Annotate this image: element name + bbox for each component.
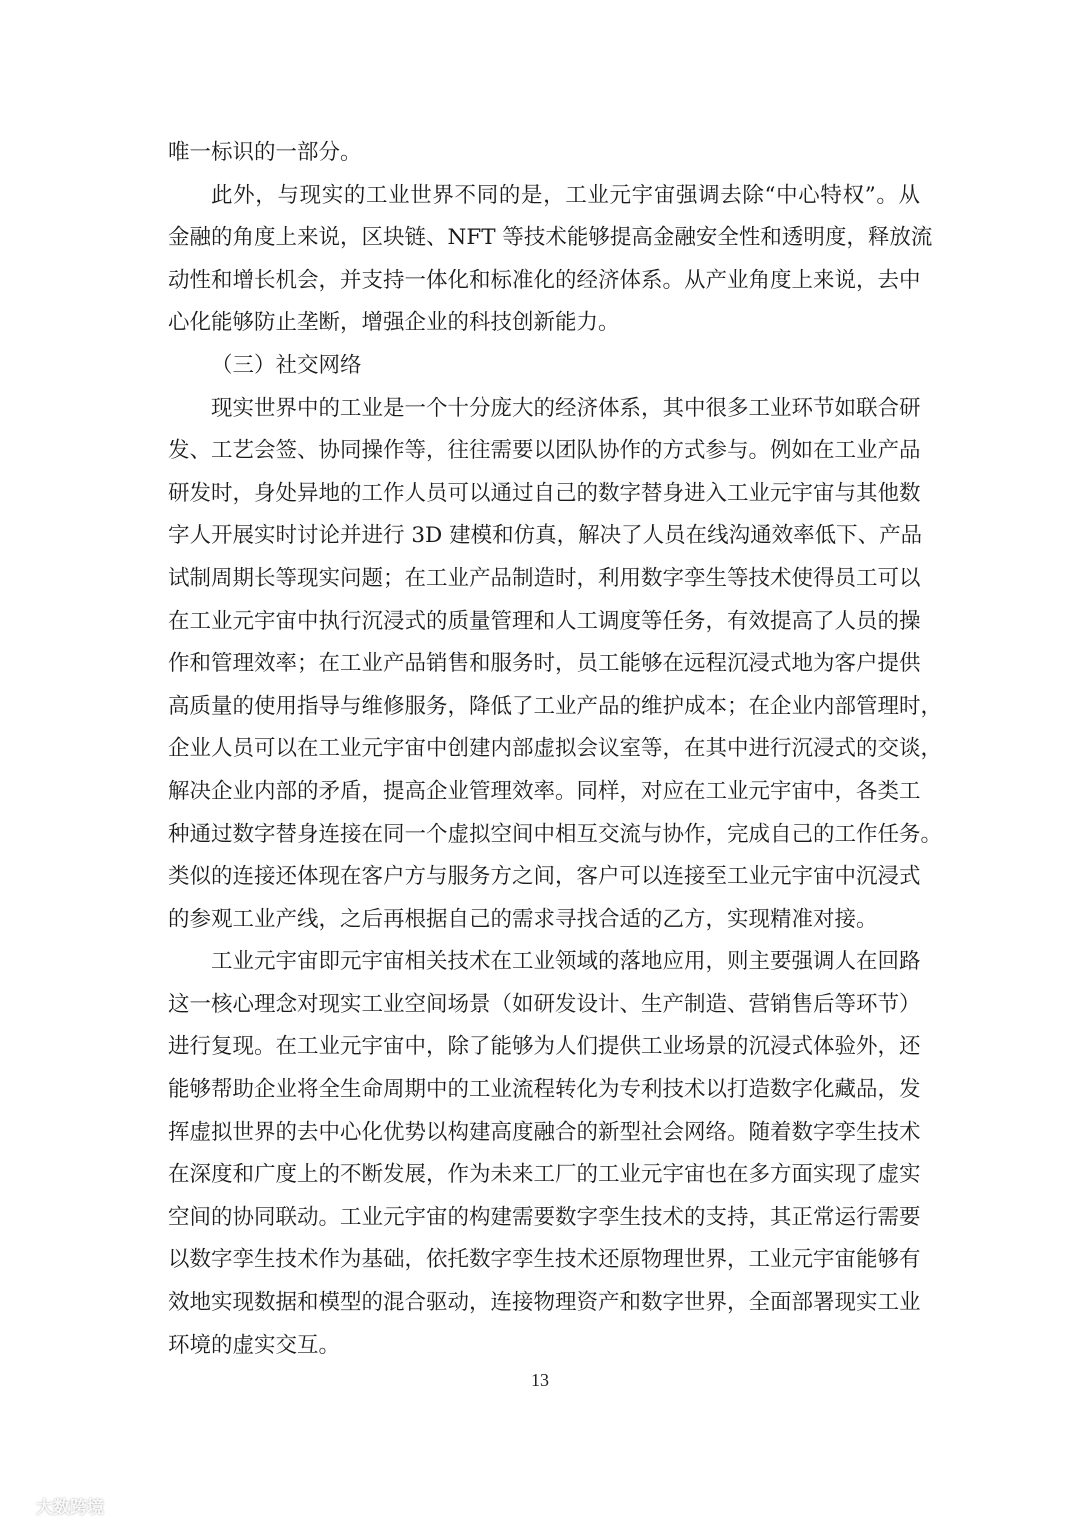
weibo-logo-icon bbox=[6, 1494, 32, 1516]
paragraph-line: 解决企业内部的矛盾，提高企业管理效率。同样，对应在工业元宇宙中，各类工 bbox=[168, 778, 921, 804]
paragraph-line: 效地实现数据和模型的混合驱动，连接物理资产和数字世界，全面部署现实工业 bbox=[168, 1290, 921, 1316]
paragraph-line: 发、工艺会签、协同操作等，往往需要以团队协作的方式参与。例如在工业产品 bbox=[168, 438, 921, 464]
paragraph-line: 现实世界中的工业是一个十分庞大的经济体系，其中很多工业环节如联合研 bbox=[211, 395, 921, 421]
paragraph-line: 研发时，身处异地的工作人员可以通过自己的数字替身进入工业元宇宙与其他数 bbox=[168, 480, 921, 506]
paragraph-line: 唯一标识的一部分。 bbox=[168, 140, 362, 165]
watermark-text: 大数跨境 bbox=[36, 1497, 104, 1518]
paragraph-line: 动性和增长机会，并支持一体化和标准化的经济体系。从产业角度上来说，去中 bbox=[168, 267, 921, 293]
paragraph-line: 企业人员可以在工业元宇宙中创建内部虚拟会议室等，在其中进行沉浸式的交谈， bbox=[168, 736, 943, 762]
paragraph-line: 种通过数字替身连接在同一个虚拟空间中相互交流与协作，完成自己的工作任务。 bbox=[168, 821, 943, 847]
paragraph-line: 的参观工业产线，之后再根据自己的需求寻找合适的乙方，实现精准对接。 bbox=[168, 906, 878, 932]
section-heading: （三）社交网络 bbox=[211, 352, 362, 378]
paragraph-line: 字人开展实时讨论并进行 3D 建模和仿真，解决了人员在线沟通效率低下、产品 bbox=[168, 523, 923, 549]
paragraph-line: 高质量的使用指导与维修服务，降低了工业产品的维护成本；在企业内部管理时， bbox=[168, 693, 943, 719]
paragraph-line: 能够帮助企业将全生命周期中的工业流程转化为专利技术以打造数字化藏品，发 bbox=[168, 1077, 921, 1103]
paragraph-line: 挥虚拟世界的去中心化优势以构建高度融合的新型社会网络。随着数字孪生技术 bbox=[168, 1119, 921, 1145]
paragraph-line: 类似的连接还体现在客户方与服务方之间，客户可以连接至工业元宇宙中沉浸式 bbox=[168, 864, 921, 890]
watermark bbox=[6, 1490, 104, 1520]
paragraph-line: 工业元宇宙即元宇宙相关技术在工业领域的落地应用，则主要强调人在回路 bbox=[211, 949, 921, 975]
paragraph-line: 空间的协同联动。工业元宇宙的构建需要数字孪生技术的支持，其正常运行需要 bbox=[168, 1204, 921, 1230]
paragraph-line: 以数字孪生技术作为基础，依托数字孪生技术还原物理世界，工业元宇宙能够有 bbox=[168, 1247, 921, 1273]
paragraph-line: 试制周期长等现实问题；在工业产品制造时，利用数字孪生等技术使得员工可以 bbox=[168, 565, 921, 591]
paragraph-line: 心化能够防止垄断，增强企业的科技创新能力。 bbox=[168, 310, 620, 336]
paragraph-line: 环境的虚实交互。 bbox=[168, 1332, 341, 1358]
paragraph-line: 作和管理效率；在工业产品销售和服务时，员工能够在远程沉浸式地为客户提供 bbox=[168, 651, 921, 677]
paragraph-line: 在深度和广度上的不断发展，作为未来工厂的工业元宇宙也在多方面实现了虚实 bbox=[168, 1162, 921, 1188]
paragraph-line: 这一核心理念对现实工业空间场景（如研发设计、生产制造、营销售后等环节） bbox=[168, 991, 921, 1017]
document-body bbox=[168, 132, 943, 1367]
paragraph-line: 在工业元宇宙中执行沉浸式的质量管理和人工调度等任务，有效提高了人员的操 bbox=[168, 608, 921, 634]
paragraph-line: 此外，与现实的工业世界不同的是，工业元宇宙强调去除“中心特权”。从 bbox=[211, 182, 920, 208]
page-number: 13 bbox=[531, 1370, 549, 1390]
paragraph-line: 进行复现。在工业元宇宙中，除了能够为人们提供工业场景的沉浸式体验外，还 bbox=[168, 1034, 921, 1060]
paragraph-line: 金融的角度上来说，区块链、NFT 等技术能够提高金融安全性和透明度，释放流 bbox=[168, 225, 933, 251]
